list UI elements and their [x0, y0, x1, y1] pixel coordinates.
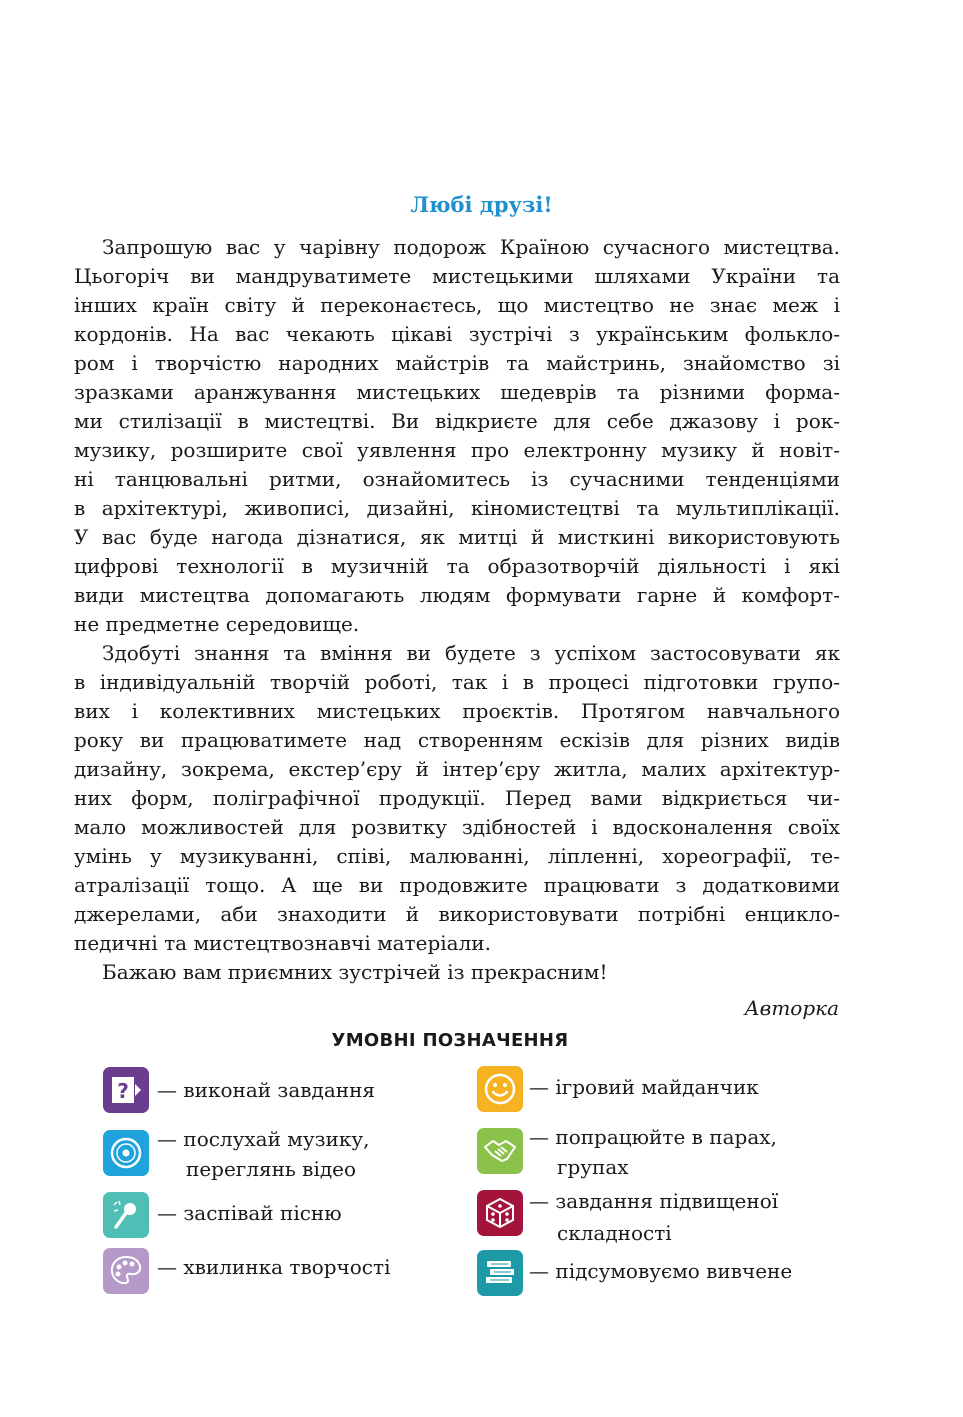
legend-label: — ігровий майданчик	[529, 1075, 759, 1099]
cube-icon	[477, 1190, 523, 1236]
paragraph-3	[74, 958, 840, 987]
legend-label: складності	[557, 1221, 672, 1245]
legend-label: групах	[557, 1155, 629, 1179]
legend-label: переглянь відео	[186, 1157, 357, 1181]
text-line: не предметне середовище.	[74, 612, 360, 636]
text-line: кордонів. На вас чекають цікаві зустрічі з українським фольклo-	[74, 322, 840, 346]
legend-label: — попрацюйте в парах,	[529, 1125, 777, 1149]
paragraph-1	[74, 233, 840, 639]
smiley-icon	[477, 1066, 523, 1112]
disc-icon	[103, 1130, 149, 1176]
text-line: в індивідуальній творчій роботі, так і в процесі підготовки групо-	[74, 670, 840, 694]
text-line: дизайну, зокрема, екстер’єру й інтер’єру житла, малих архітектур-	[74, 757, 840, 781]
text-line: Бажаю вам приємних зустрічей із прекрасним!	[102, 960, 608, 984]
legend-title: УМОВНІ ПОЗНАЧЕННЯ	[331, 1030, 569, 1051]
question-icon	[103, 1067, 149, 1113]
legend-label: — виконай завдання	[157, 1078, 376, 1102]
text-line: Цьогоріч ви мандруватимете мистецькими шляхами України та	[74, 264, 840, 288]
text-line: джерелами, аби знаходити й використовувати потрібні енцикло-	[74, 902, 840, 926]
text-line: вих і колективних мистецьких проєктів. Протягом навчального	[74, 699, 840, 723]
paragraph-2	[74, 639, 840, 958]
text-line: атралізації тощо. А ще ви продовжите працювати з додатковими	[74, 873, 840, 897]
text-line: педичні та мистецтвознавчі матеріали.	[74, 931, 491, 955]
legend-label: — заспівай пісню	[157, 1201, 342, 1225]
text-line: умінь у музикуванні, співі, малюванні, ліпленні, хореографії, те-	[74, 844, 840, 868]
text-line: інших країн світу й переконаєтесь, що мистецтво не знає меж і	[74, 293, 840, 317]
text-line: зразками аранжування мистецьких шедеврів та різними форма-	[74, 380, 840, 404]
text-line: цифрові технології в музичній та образотворчій діяльності і які	[74, 554, 840, 578]
microphone-icon	[103, 1192, 149, 1238]
text-line: року ви працюватимете над створенням ескізів для різних видів	[74, 728, 840, 752]
legend-label: — підсумовуємо вивчене	[529, 1259, 793, 1283]
legend-label: — послухай музику,	[157, 1127, 370, 1151]
books-icon	[477, 1250, 523, 1296]
text-line: в архітектурі, живописі, дизайні, кіномистецтві та мультиплікації.	[74, 496, 840, 520]
signature: Авторка	[744, 996, 839, 1020]
text-line: види мистецтва допомагають людям формувати гарне й комфорт-	[74, 583, 840, 607]
text-line: музику, розширите свої уявлення про електронну музику й новіт-	[74, 438, 840, 462]
text-line: Запрошую вас у чарівну подорож Країною сучасного мистецтва.	[102, 235, 840, 259]
text-line: У вас буде нагода дізнатися, як митці й мисткині використовують	[74, 525, 840, 549]
text-line: ром і творчістю народних майстрів та майстринь, знайомство зі	[74, 351, 840, 375]
palette-icon	[103, 1248, 149, 1294]
handshake-icon	[477, 1128, 523, 1174]
legend-label: — хвилинка творчості	[157, 1255, 391, 1279]
text-line: Здобуті знання та вміння ви будете з успіхом застосовувати як	[102, 641, 840, 665]
body-text	[74, 233, 840, 987]
legend-label: — завдання підвищеної	[529, 1189, 779, 1213]
text-line: них форм, поліграфічної продукції. Перед вами відкриється чи-	[74, 786, 840, 810]
text-line: ми стилізації в мистецтві. Ви відкриєте для себе джазову і рок-	[74, 409, 840, 433]
text-line: ні танцювальні ритми, ознайомитесь із сучасними тенденціями	[74, 467, 840, 491]
text-line: мало можливостей для розвитку здібностей і вдосконалення своїх	[74, 815, 840, 839]
page-title: Любі друзі!	[410, 192, 553, 217]
svg-text:?: ?	[117, 1079, 129, 1103]
